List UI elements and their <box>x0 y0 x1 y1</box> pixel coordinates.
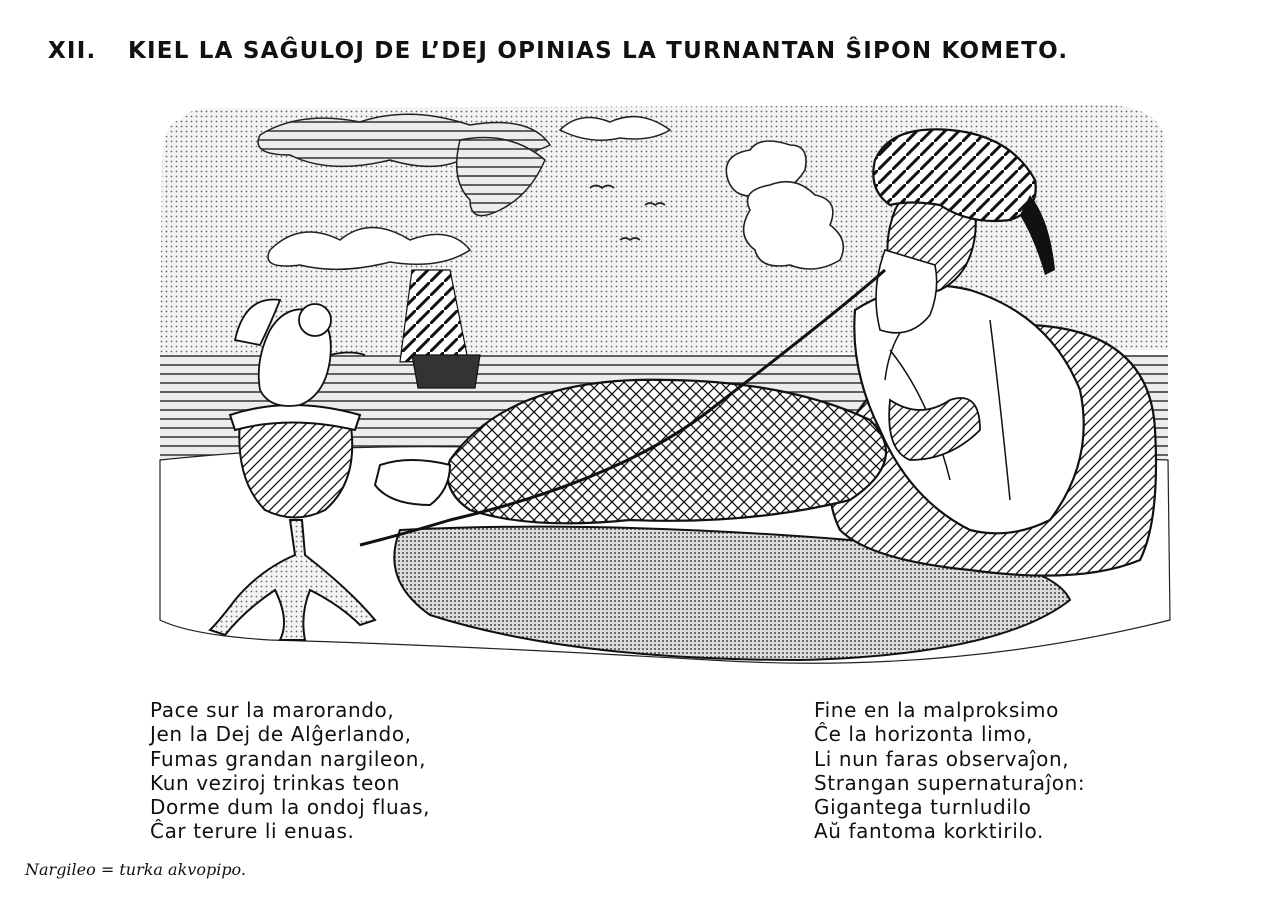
poem-line: Aŭ fantoma korktirilo. <box>814 819 1044 844</box>
illustration <box>150 100 1180 675</box>
poem-line: Strangan supernaturaĵon: <box>814 770 1086 795</box>
poem-line: Pace sur la marorando, <box>150 698 395 722</box>
chapter-title: KIEL LA SAĜULOJ DE L’DEJ OPINIAS LA TURNANTAN ŜIPON KOMETO. <box>128 38 1069 64</box>
poem-right-stanza <box>814 698 1085 844</box>
poem-line: Fine en la malproksimo <box>814 698 1059 722</box>
poem-line: Gigantega turnludilo <box>814 795 1032 820</box>
poem-line: Li nun faras observaĵon, <box>814 746 1070 771</box>
page-heading <box>48 38 1258 64</box>
chapter-number: XII. <box>48 38 97 64</box>
poem-line: Kun veziroj trinkas teon <box>150 770 400 795</box>
footnote: Nargileo = turka akvopipo. <box>25 860 246 879</box>
poem-line: Jen la Dej de Alĝerlando, <box>150 722 412 747</box>
poem-line: Ĉe la horizonta limo, <box>814 722 1034 747</box>
poem-left-stanza <box>150 698 430 844</box>
poem-line: Ĉar terure li enuas. <box>150 819 355 844</box>
poem-line: Fumas grandan nargileon, <box>150 746 427 771</box>
poem-line: Dorme dum la ondoj fluas, <box>150 795 431 820</box>
